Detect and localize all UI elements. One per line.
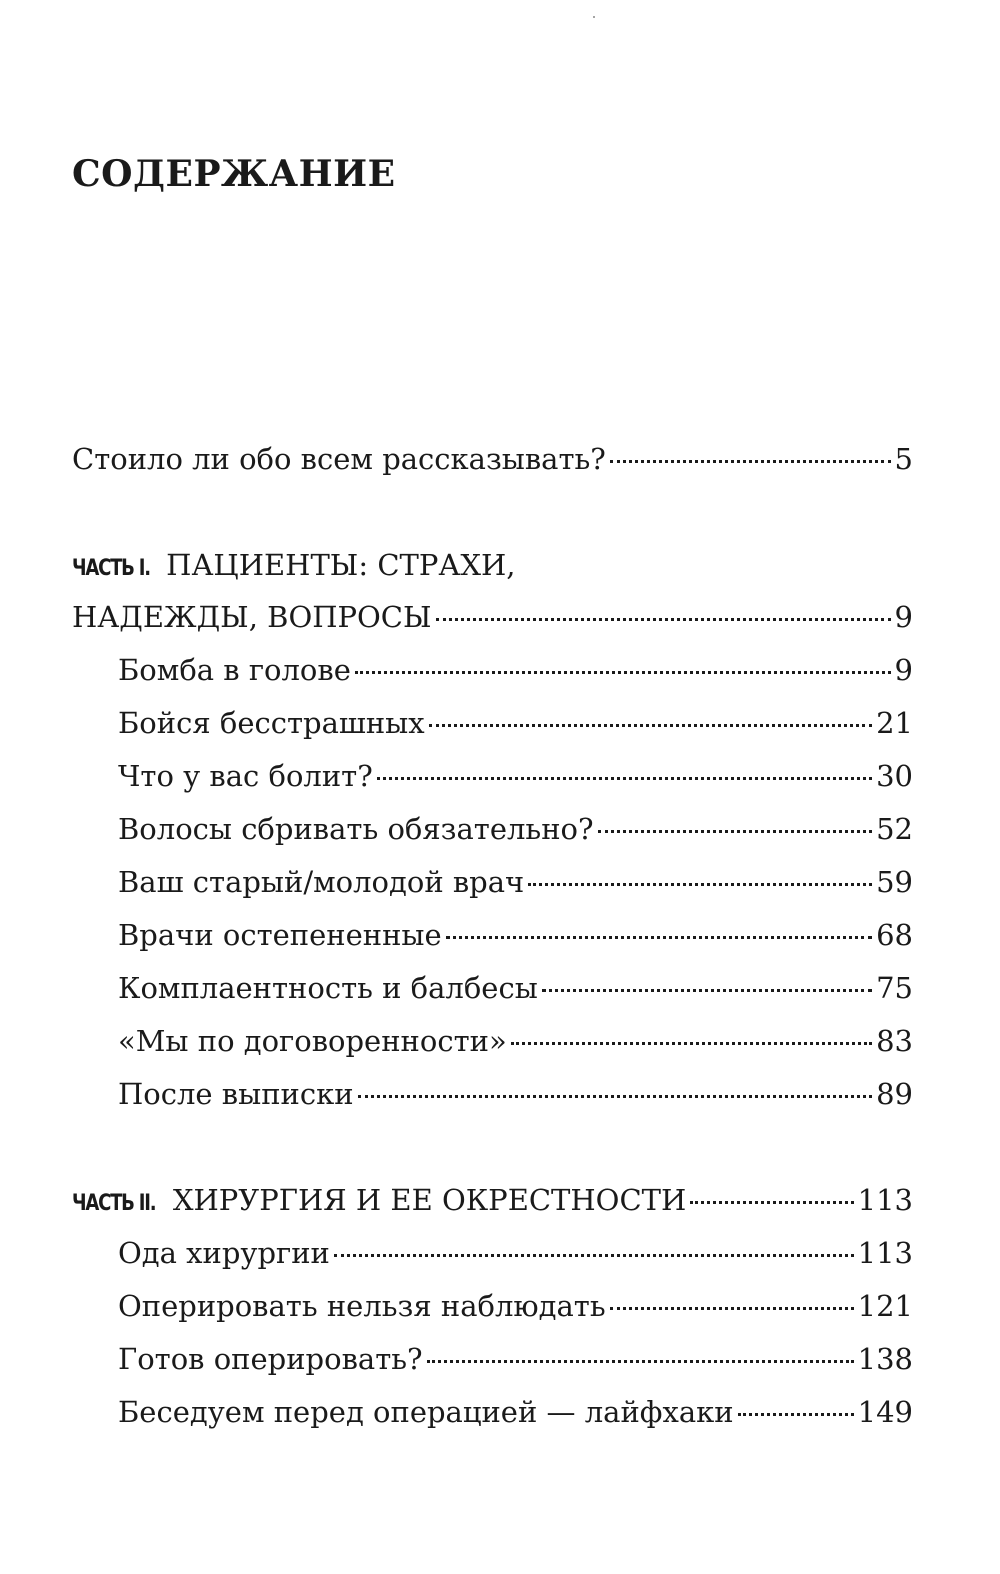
dot-leader [377, 777, 872, 780]
toc-entry [118, 753, 913, 799]
toc-entry [118, 806, 913, 852]
toc-entry [118, 1071, 913, 1117]
dot-leader [738, 1413, 854, 1416]
toc-entry [118, 1389, 913, 1435]
part-title-line1: ПАЦИЕНТЫ: СТРАХИ, [166, 548, 516, 582]
dot-leader [690, 1201, 853, 1204]
toc-entry-page: 5 [894, 442, 913, 476]
toc-entry-title: Что у вас болит? [118, 759, 373, 793]
dot-leader [610, 460, 891, 463]
toc-entry-title: «Мы по договоренности» [118, 1024, 507, 1058]
toc-entry [118, 1283, 913, 1329]
toc-entry-title: Готов оперировать? [118, 1342, 423, 1376]
toc-entry-intro [72, 436, 913, 482]
toc-entry-part2 [72, 1177, 913, 1223]
toc-entry-page: 121 [857, 1289, 913, 1323]
part-title: ХИРУРГИЯ И ЕЕ ОКРЕСТНОСТИ [172, 1183, 687, 1217]
toc-entry-title: Стоило ли обо всем рассказывать? [72, 442, 606, 476]
toc-entry-page: 21 [876, 706, 913, 740]
toc-entry-title: Бомба в голове [118, 653, 351, 687]
toc-entry [118, 859, 913, 905]
dot-leader [598, 830, 873, 833]
part-label: ЧАСТЬ II. [72, 1191, 156, 1216]
dot-leader [511, 1042, 872, 1045]
toc-entry-title: Оперировать нельзя наблюдать [118, 1289, 606, 1323]
dot-leader [528, 883, 872, 886]
dot-leader [358, 1095, 873, 1098]
toc-entry-title: Бойся бесстрашных [118, 706, 425, 740]
toc-entry-title: Врачи остепененные [118, 918, 442, 952]
dot-leader [427, 1360, 854, 1363]
toc-entry-page: 149 [857, 1395, 913, 1429]
part-label: ЧАСТЬ I. [72, 556, 150, 581]
toc-entry-page: 113 [857, 1183, 913, 1217]
page-title: СОДЕРЖАНИЕ [72, 153, 396, 195]
toc-entry-page: 113 [857, 1236, 913, 1270]
toc-entry-title: После выписки [118, 1077, 354, 1111]
toc-entry-page: 138 [857, 1342, 913, 1376]
dot-leader [610, 1307, 854, 1310]
toc-entry [118, 912, 913, 958]
toc-entry-page: 9 [894, 600, 913, 634]
toc-entry [118, 1336, 913, 1382]
toc-entry [118, 1230, 913, 1276]
toc-entry-page: 9 [894, 653, 913, 687]
part-heading-line1 [72, 542, 515, 588]
toc-entry-page: 75 [876, 971, 913, 1005]
dot-leader [446, 936, 872, 939]
toc-entry-page: 89 [876, 1077, 913, 1111]
toc-entry-page: 68 [876, 918, 913, 952]
toc-entry-page: 83 [876, 1024, 913, 1058]
toc-entry-page: 59 [876, 865, 913, 899]
toc-entry [118, 1018, 913, 1064]
toc-entry-title: Ваш старый/молодой врач [118, 865, 525, 899]
print-speck [593, 16, 595, 18]
dot-leader [334, 1254, 854, 1257]
dot-leader [429, 724, 873, 727]
dot-leader [436, 618, 891, 621]
part-heading [72, 1177, 686, 1227]
part-title-line2: НАДЕЖДЫ, ВОПРОСЫ [72, 600, 432, 634]
toc-entry-part1 [72, 594, 913, 640]
toc-entry-title: Ода хирургии [118, 1236, 330, 1270]
toc-entry-page: 52 [876, 812, 913, 846]
dot-leader [542, 989, 872, 992]
toc-entry [118, 700, 913, 746]
toc-entry-page: 30 [876, 759, 913, 793]
dot-leader [355, 671, 891, 674]
toc-entry-title: Беседуем перед операцией — лайфхаки [118, 1395, 734, 1429]
toc-entry-title: Волосы сбривать обязательно? [118, 812, 594, 846]
toc-entry-title: Комплаентность и балбесы [118, 971, 538, 1005]
toc-entry [118, 965, 913, 1011]
toc-entry [118, 647, 913, 693]
